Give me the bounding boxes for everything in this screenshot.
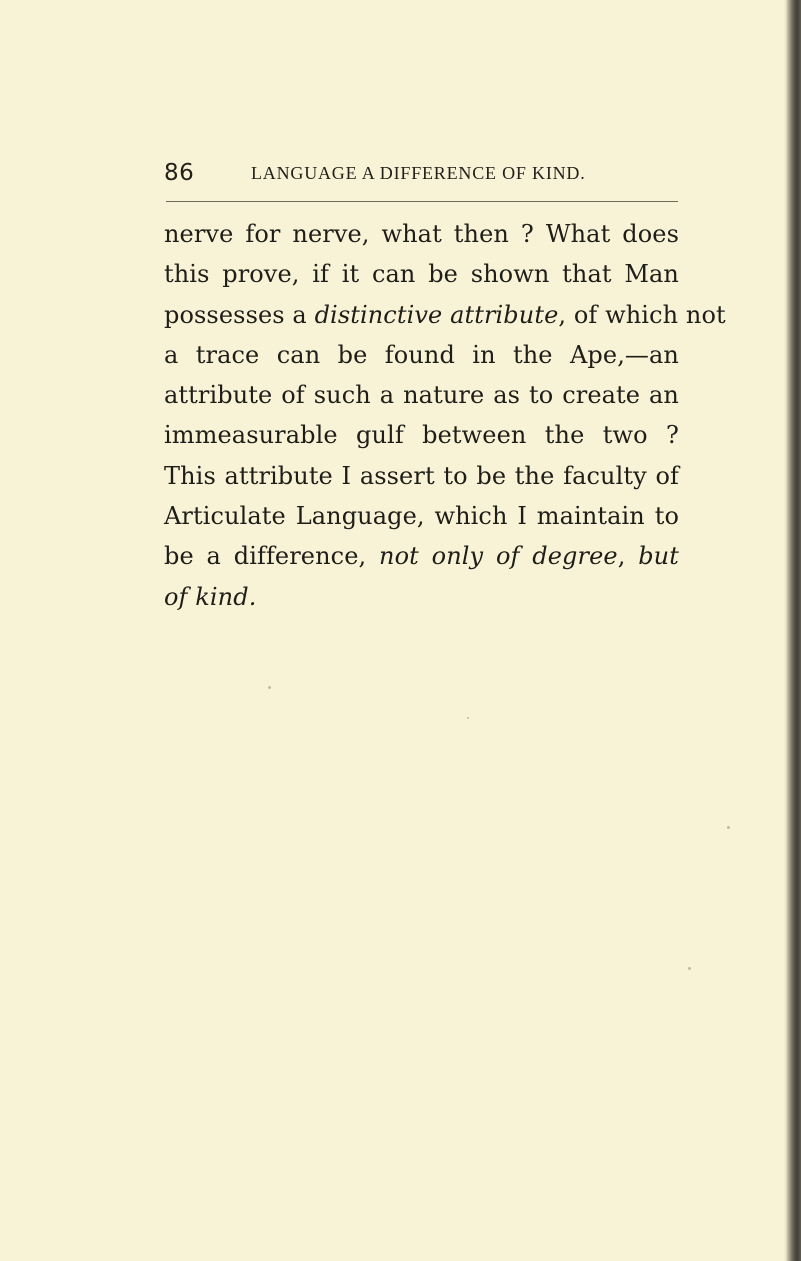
- line-3-end: , of which not: [558, 300, 726, 329]
- text-line-4: a trace can be found in the Ape,—an: [164, 340, 679, 369]
- text-line-3: [164, 295, 726, 335]
- running-title: LANGUAGE A DIFFERENCE OF KIND.: [251, 163, 586, 183]
- line-9-start: be a difference,: [164, 542, 380, 571]
- text-line-2: this prove, if it can be shown that Man: [164, 260, 679, 289]
- page-number: 86: [164, 160, 195, 186]
- paper-speck: [268, 686, 271, 689]
- body-text: [164, 214, 726, 617]
- text-line-9: [164, 536, 679, 576]
- text-line-5: attribute of such a nature as to create an: [164, 381, 679, 410]
- text-line-6: immeasurable gulf between the two ?: [164, 421, 679, 450]
- text-line-8: Articulate Language, which I maintain to: [164, 502, 679, 531]
- italic-word-but: but: [638, 542, 679, 571]
- paper-speck: [688, 967, 691, 970]
- line-9-middle: ,: [617, 542, 639, 571]
- running-header: [164, 160, 684, 190]
- book-edge: [787, 0, 801, 1261]
- italic-phrase-not-only-of-degree: not only of degree: [379, 542, 618, 571]
- paper-speck: [727, 826, 730, 829]
- line-3-start: possesses a: [164, 300, 315, 329]
- text-line-1: nerve for nerve, what then ? What does: [164, 220, 679, 248]
- text-line-10: of kind.: [164, 582, 257, 611]
- italic-phrase-distinctive-attribute: distinctive attribute: [314, 300, 559, 329]
- paper-speck: [467, 717, 469, 719]
- header-rule: [166, 201, 678, 202]
- text-line-7: This attribute I assert to be the faculty of: [164, 461, 679, 490]
